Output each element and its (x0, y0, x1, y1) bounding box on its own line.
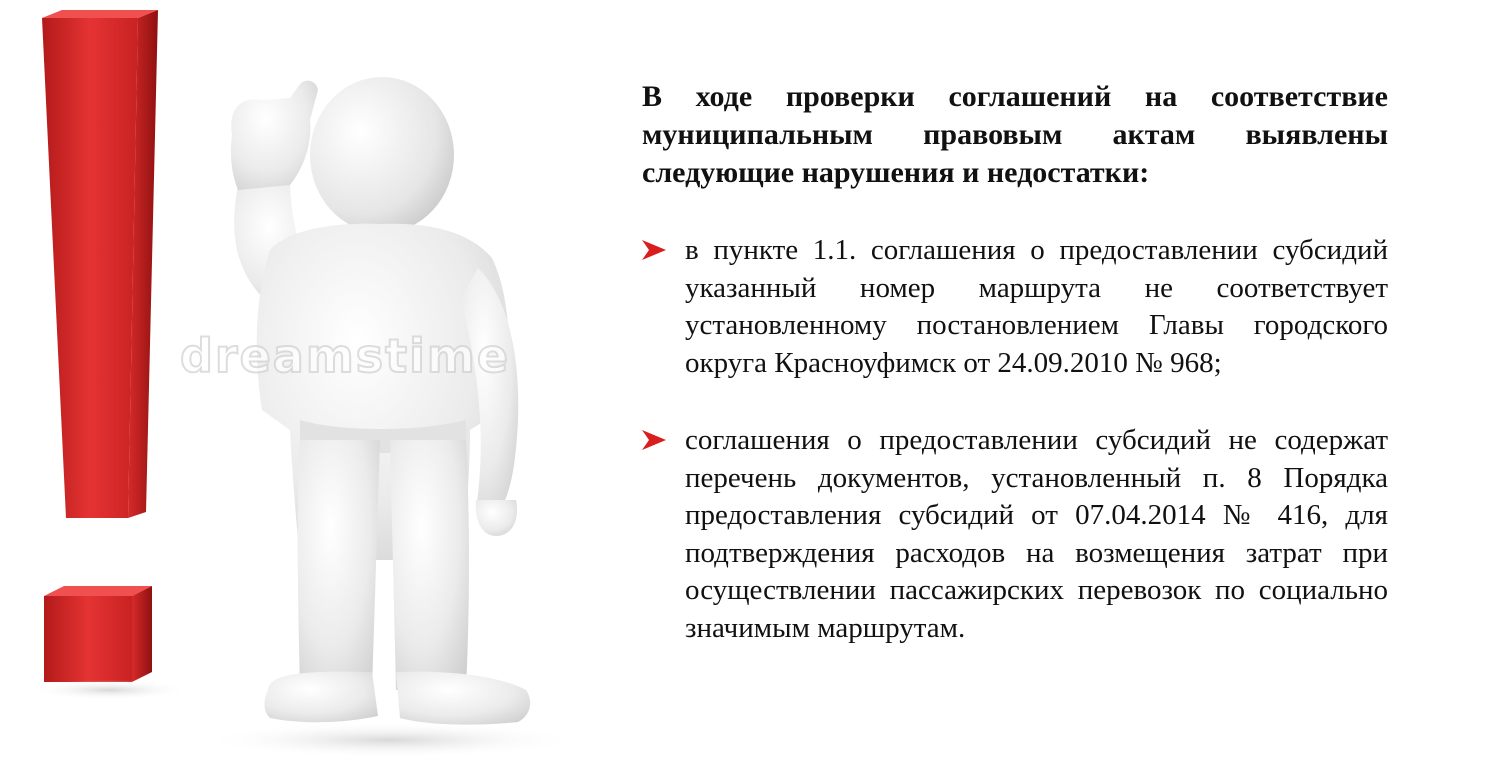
arrow-bullet-icon (642, 430, 666, 450)
watermark: dreamstime (180, 329, 511, 383)
exclamation-mark-icon (30, 10, 190, 700)
3d-person-figure (200, 77, 580, 758)
list-item-text: соглашения о предоставлении субсидий не содержат перечень документов, установленный п. 8 Порядка предоставления субсидий от 07.04.2014 № 416, для подтверждения расходов на возмещения затрат при осуществлении пассажирских перевозок по социально значимым маршрутам. (685, 424, 1388, 644)
list-item (642, 422, 1388, 647)
list-item (642, 232, 1388, 382)
illustration (0, 0, 600, 777)
findings-list (642, 232, 1388, 647)
main-text (642, 78, 1388, 647)
arrow-bullet-icon (642, 240, 666, 260)
list-item-text: в пункте 1.1. соглашения о предоставлении субсидий указанный номер маршрута не соответствует установленному постановлением Главы городского округа Красноуфимск от 24.09.2010 № 968; (685, 234, 1388, 379)
page-heading: В ходе проверки соглашений на соответствие муниципальным правовым актам выявлены следующие нарушения и недостатки: (642, 80, 1388, 189)
